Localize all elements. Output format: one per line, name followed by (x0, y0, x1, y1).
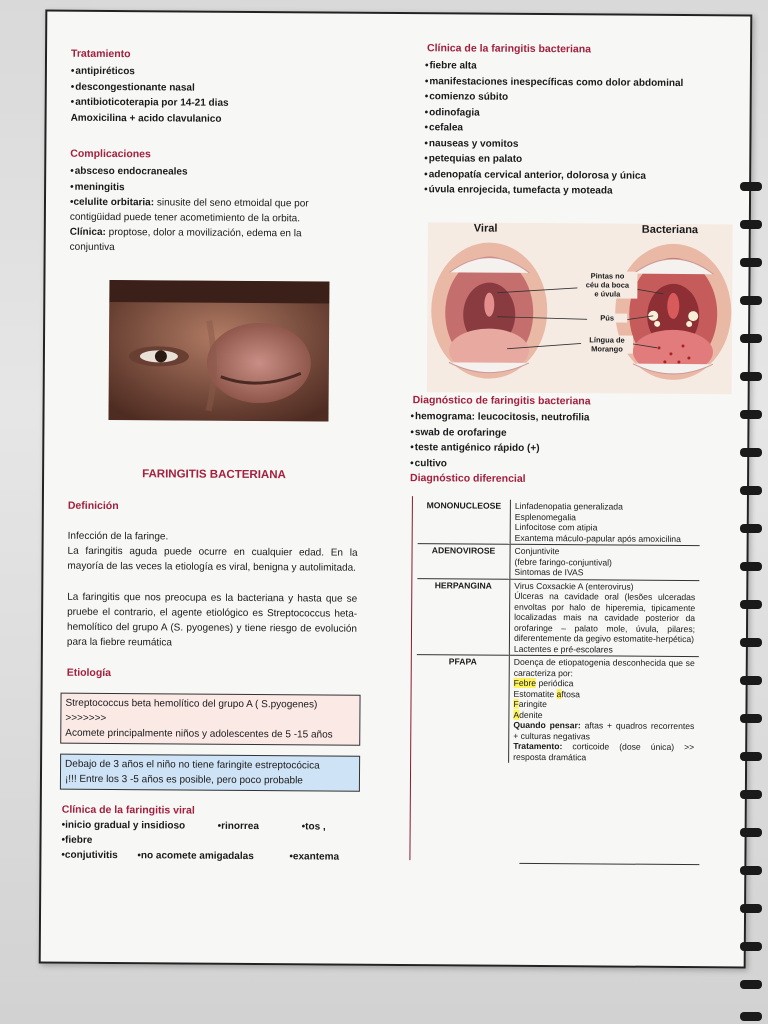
clinica-text: proptose, dolor a movilización, edema en la conjuntiva (69, 226, 302, 254)
table-key: HERPANGINA (417, 578, 510, 655)
complicaciones-title: Complicaciones (70, 147, 151, 161)
tratamiento-title: Tratamiento (70, 47, 131, 61)
list-item: • swab de orofaringe (410, 425, 589, 442)
list-item: • antibioticoterapia por 14-21 dias (71, 95, 229, 112)
table-left-rule (409, 496, 413, 860)
celulitis-text: sinusite del seno etmoidal que por contigüidad puede tener acometimiento de la orbita. (69, 197, 309, 225)
list-item: • cultivo (410, 456, 589, 473)
list-item: • hemograma: leucocitosis, neutrofilia (410, 409, 589, 426)
etiologia-line: >>>>>>> (65, 712, 107, 724)
definicion-title: Definición (67, 499, 119, 513)
viral-item: •fiebre (61, 834, 93, 846)
etiologia-blue-box (60, 754, 360, 792)
table-row (418, 499, 700, 545)
clinica-label: Clínica: (69, 226, 106, 238)
table-key: MONONUCLEOSE (426, 500, 502, 511)
diagnostico-list (410, 409, 589, 472)
list-item: • nauseas y vomitos (424, 136, 683, 153)
viral-label: Viral (473, 222, 498, 235)
table-value: Conjuntivite (febre faringo-conjuntival) Sintomas de IVAS (510, 544, 700, 580)
page-title: FARINGITIS BACTERIANA (142, 468, 286, 482)
tratamiento-list (71, 64, 229, 112)
celulitis-paragraph: •celulite orbitaria: sinusite del seno etmoidal que por contigüidad puede tener acometimiento de la orbita. (69, 196, 309, 225)
table-key: ADENOVIROSE (417, 544, 510, 579)
etiologia-line: Debajo de 3 años el niño no tiene faringite estreptocócica (65, 758, 320, 772)
etiologia-line: Acomete principalmente niños y adolescentes de 5 -15 años (65, 727, 333, 741)
table-value: Virus Coxsackie A (enterovirus) Úlceras na cavidade oral (lesões ulceradas envoltas por halo de hiperemia, tipicamente localizadas mais na cavidade posterior da orofaringe – palato mole, úvula, pilares; diferentemente da gegivo estomatite-herpética) Lactentes e pré-escolares (509, 579, 699, 657)
clinica-bact-title: Clínica de la faringitis bacteriana (427, 42, 592, 56)
list-item: • teste antigénico rápido (+) (410, 440, 589, 457)
throat-drawing (427, 222, 733, 394)
differential-table (416, 499, 700, 764)
definicion-p2: La faringitis aguda puede ocurre en cualquier edad. En la mayoría de las veces la etiología es viral, benigna y autolimitada. (67, 545, 358, 574)
list-item: • antipiréticos (71, 64, 229, 81)
viral-item: •inicio gradual y insidioso (61, 819, 186, 832)
viral-item: •conjutivitis (61, 849, 118, 862)
table-row (416, 655, 699, 764)
table-bottom-rule (519, 863, 699, 865)
celulitis-label: celulite orbitaria: (73, 196, 155, 209)
list-item: • úvula enrojecida, tumefacta y moteada (424, 182, 683, 199)
definicion-p1: Infección de la faringe. (67, 530, 169, 543)
spiral-binding (728, 0, 768, 1024)
definicion-p3: La faringitis que nos preocupa es la bacteriana y hasta que se pruebe el contrario, el agente etiológico es Streptococcus heta-hemolítico del grupo A (S. pyogenes) y tiene riesgo de evolución para la fiebre reumática (66, 591, 358, 649)
list-item: • manifestaciones inespecíficas como dolor abdominal (425, 74, 684, 91)
table-row (417, 544, 699, 580)
label-pintas: Pintas no céu da boca e úvula (577, 271, 637, 298)
tratamiento-note: Amoxicilina + acido clavulanico (70, 112, 222, 125)
list-item: • cefalea (424, 120, 683, 137)
orbital-cellulitis-photo (108, 280, 329, 422)
throat-illustration (427, 222, 733, 394)
list-item: • comienzo súbito (425, 89, 684, 106)
list-item: • meningitis (70, 179, 187, 195)
list-item: • adenopatía cervical anterior, dolorosa y única (424, 167, 683, 184)
list-item: • odinofagia (425, 105, 684, 122)
viral-item: •exantema (289, 851, 340, 863)
viral-item: •tos , (301, 821, 326, 833)
face-image (108, 280, 329, 422)
viral-item: •rinorrea (217, 820, 259, 833)
diagnostico-title: Diagnóstico de faringitis bacteriana (412, 394, 591, 408)
etiologia-pink-box (60, 693, 360, 746)
notebook-page (39, 10, 753, 969)
bacteriana-label: Bacteriana (641, 223, 699, 237)
etiologia-line: Streptococcus beta hemolítico del grupo A ( S.pyogenes) (65, 697, 318, 711)
list-item: • descongestionante nasal (71, 79, 229, 96)
list-item: • fiebre alta (425, 58, 684, 75)
label-lingua: Língua de Morango (581, 335, 633, 353)
clinica-bact-list (424, 58, 683, 199)
label-pus: Pús (587, 313, 627, 322)
complicaciones-list (70, 164, 188, 196)
table-row (417, 578, 700, 656)
table-key: PFAPA (416, 655, 509, 763)
table-value: Linfadenopatia generalizada Esplenomegalia Linfocitose com atipia Exantema máculo-papular após amoxicilina (510, 500, 700, 546)
list-item: • absceso endocraneales (70, 164, 187, 180)
table-value: Doença de etiopatogenia desconhecida que se caracteriza por: Febre periódica Estomatite aftosa Faringite Adenite Quando pensar: aftas + quadros recorrentes + culturas negativas Tratamento: corticoide (dose única) >> resposta dramática (509, 655, 699, 764)
etiologia-line: ¡!!! Entre los 3 -5 años es posible, pero poco probable (64, 773, 303, 787)
clinica-paragraph (70, 225, 340, 257)
list-item: • petequias en palato (424, 151, 683, 168)
etiologia-title: Etiología (66, 666, 112, 680)
viral-item: •no acomete amigadalas (137, 850, 254, 863)
viral-title: Clínica de la faringitis viral (61, 803, 195, 817)
diferencial-title: Diagnóstico diferencial (410, 472, 526, 485)
